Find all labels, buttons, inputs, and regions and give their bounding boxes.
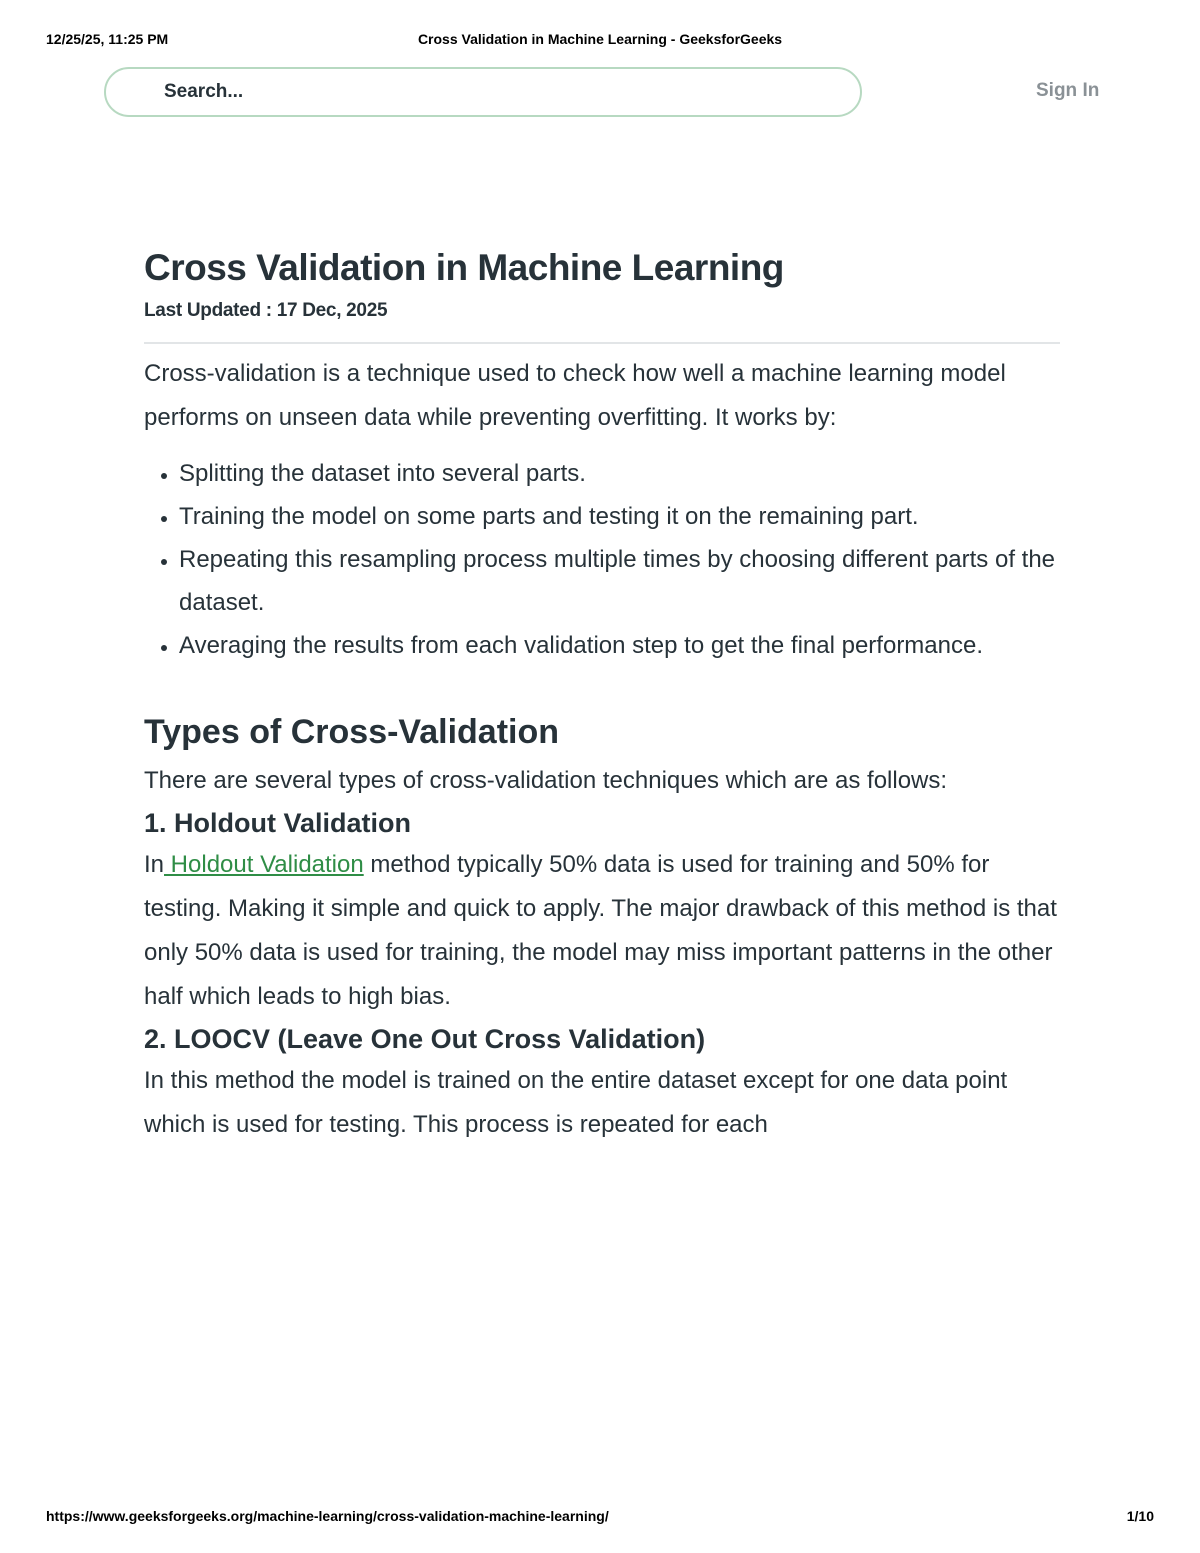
list-item: • Repeating this resampling process multiple times by choosing different parts of the dataset. bbox=[179, 538, 1060, 624]
holdout-heading: 1. Holdout Validation bbox=[144, 808, 412, 838]
types-intro: There are several types of cross-validation techniques which are as follows: bbox=[144, 767, 948, 794]
article-title: Cross Validation in Machine Learning bbox=[144, 247, 784, 288]
search-bar[interactable] bbox=[104, 67, 862, 117]
search-input[interactable] bbox=[164, 69, 804, 115]
list-item: • Training the model on some parts and testing it on the remaining part. bbox=[179, 495, 1060, 538]
title-divider bbox=[144, 342, 1060, 344]
holdout-paragraph bbox=[144, 843, 1060, 1019]
sign-in-link[interactable]: Sign In bbox=[1036, 80, 1100, 101]
intro-paragraph: Cross-validation is a technique used to check how well a machine learning model performs on unseen data while preventing overfitting. It works by: bbox=[144, 360, 1006, 431]
print-footer bbox=[46, 1508, 1154, 1528]
print-url: https://www.geeksforgeeks.org/machine-learning/cross-validation-machine-learning/ bbox=[46, 1508, 609, 1524]
holdout-prefix: In bbox=[144, 851, 165, 878]
holdout-validation-link[interactable]: Holdout Validation bbox=[164, 851, 364, 878]
holdout-text: method typically 50% data is used for training and 50% for testing. Making it simple and quick to apply. The major drawback of this method is that only 50% data is used for training, the model may miss important patterns in the other half which leads to high bias. bbox=[144, 851, 1057, 1010]
print-page-title: Cross Validation in Machine Learning - GeeksforGeeks bbox=[417, 31, 783, 47]
loocv-paragraph: In this method the model is trained on the entire dataset except for one data point which is used for testing. This process is repeated for each bbox=[144, 1067, 1008, 1138]
print-header bbox=[46, 31, 1154, 51]
loocv-heading: 2. LOOCV (Leave One Out Cross Validation) bbox=[144, 1024, 706, 1054]
list-item: • Averaging the results from each validation step to get the final performance. bbox=[179, 624, 1060, 667]
print-datetime: 12/25/25, 11:25 PM bbox=[46, 31, 169, 47]
print-page-number: 1/10 bbox=[1126, 1508, 1154, 1524]
list-item: • Splitting the dataset into several parts. bbox=[179, 452, 1060, 495]
steps-list bbox=[144, 452, 1060, 667]
last-updated: Last Updated : 17 Dec, 2025 bbox=[144, 300, 388, 321]
types-heading: Types of Cross-Validation bbox=[144, 713, 560, 751]
article bbox=[144, 240, 1060, 1147]
